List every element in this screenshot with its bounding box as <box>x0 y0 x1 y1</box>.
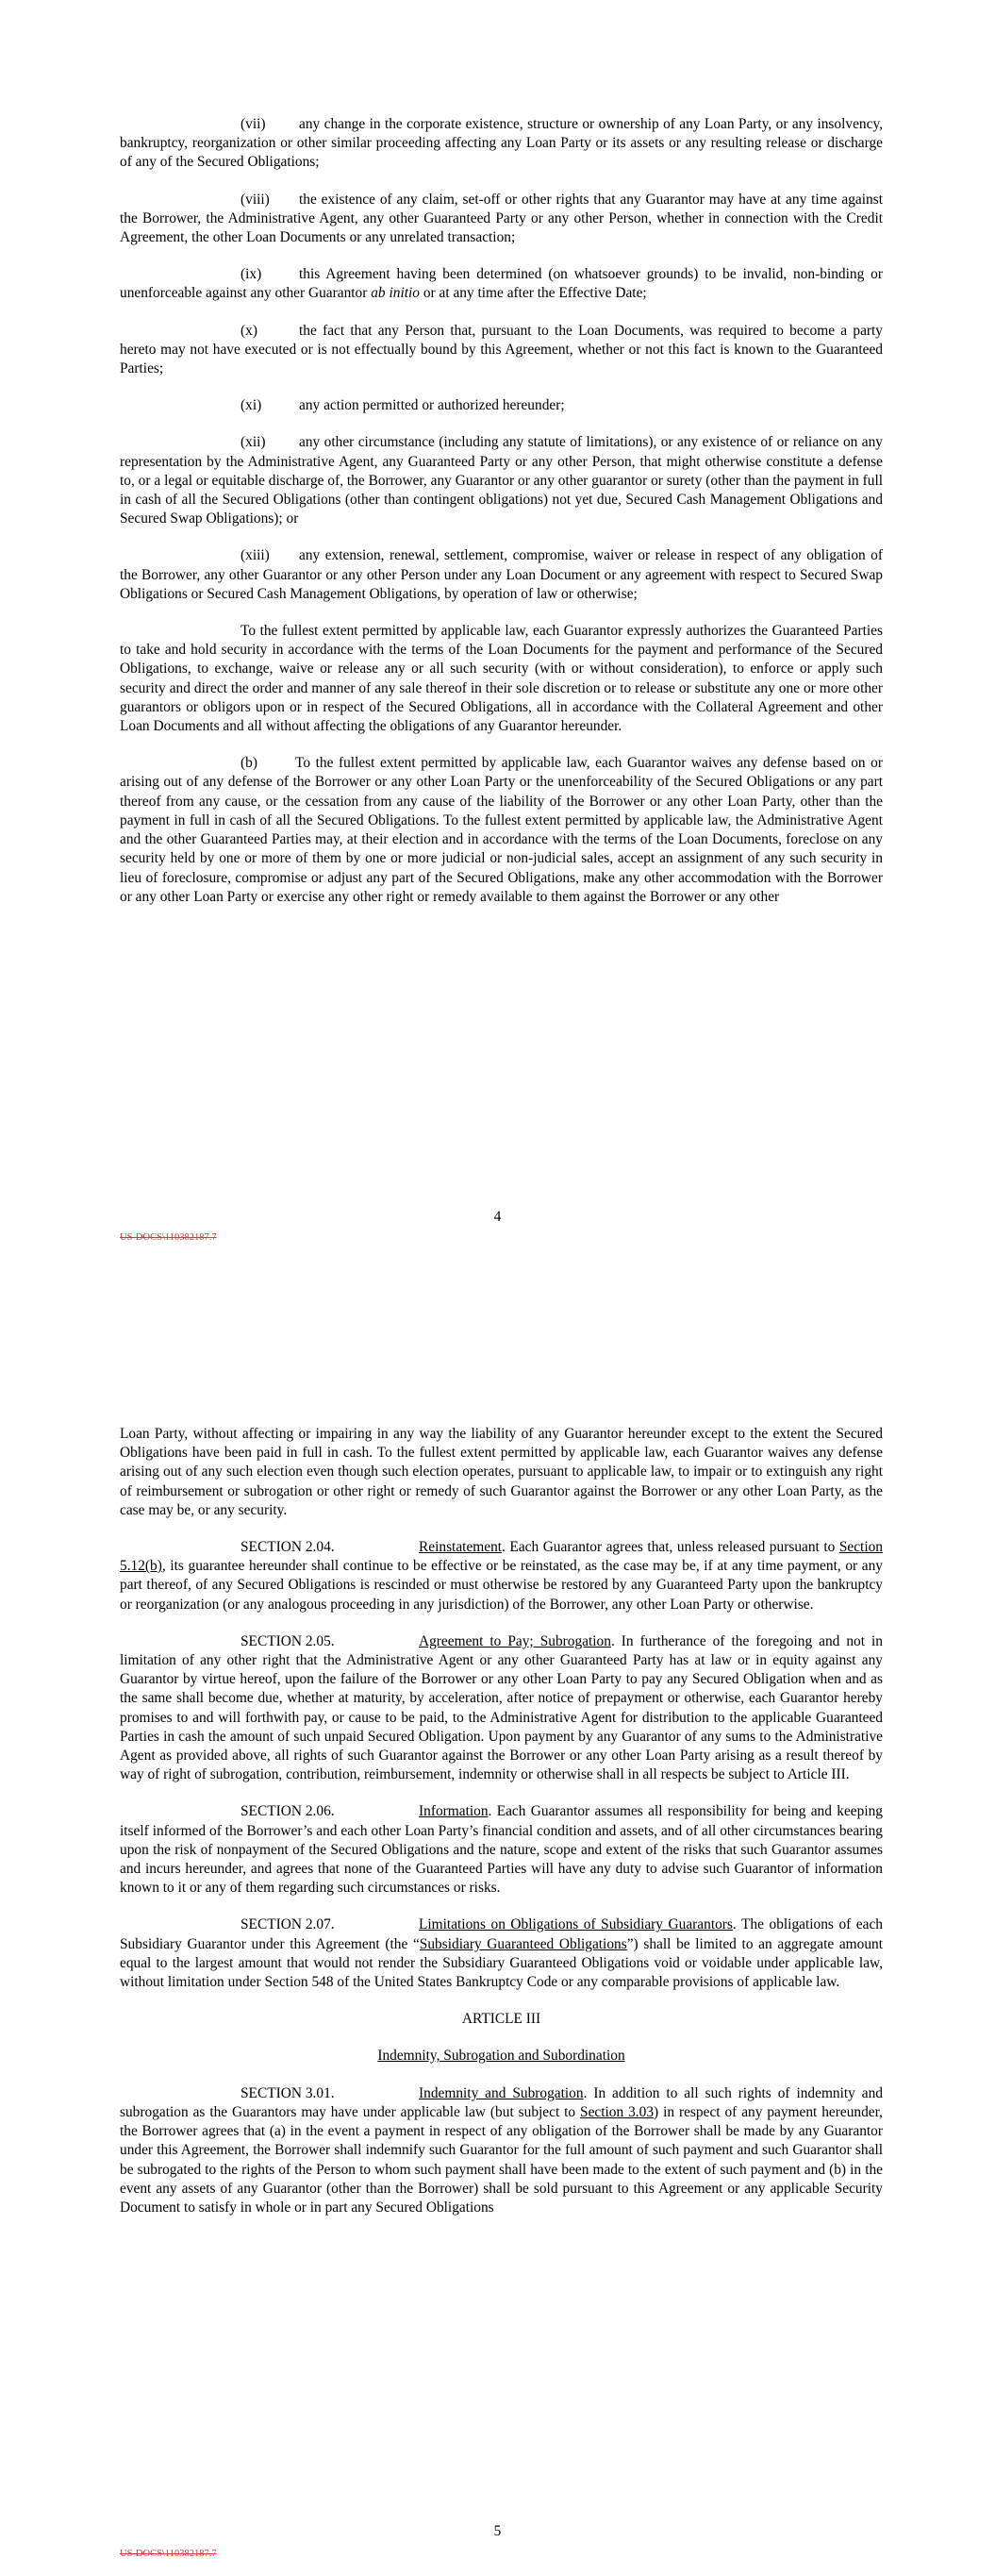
paragraph-text: To the fullest extent permitted by applicable law, each Guarantor waives any defense based on or arising out of any defense of the Borrower or any other Loan Party or the unenforceability of the Secured Obligations or any part thereof from any cause, or the cessation from any cause of the liability of the Borrower or any other Loan Party, other than the payment in full in cash of all the Secured Obligations. To the fullest extent permitted by applicable law, the Administrative Agent and the other Guaranteed Parties may, at their election and in accordance with the terms of the Loan Documents, foreclose on any security held by one or more of them by one or more judicial or non-judicial sales, accept an assignment of any such security in lieu of foreclosure, compromise or adjust any part of the Secured Obligations, make any other accommodation with the Borrower or any other Loan Party or exercise any other right or remedy available to them against the Borrower or any other <box>120 755 883 905</box>
clause-text: this Agreement having been determined (on whatsoever grounds) to be invalid, non-binding or unenforceable against any other Guarantor <box>120 266 883 302</box>
section-3-01 <box>120 2084 883 2217</box>
section-reference: Section 3.03 <box>580 2103 655 2120</box>
clause-number: (vii) <box>240 116 266 132</box>
section-title: Indemnity and Subrogation <box>419 2084 584 2101</box>
page-5 <box>0 1340 995 2576</box>
clause-number: (viii) <box>240 191 270 208</box>
section-label: SECTION 2.05. <box>240 1632 335 1649</box>
clause-text: the existence of any claim, set-off or other rights that any Guarantor may <box>299 191 735 208</box>
section-label: SECTION 2.06. <box>240 1803 335 1820</box>
clause-text: any other circumstance (including any statute of limitations), or any existence of or reliance on any representation by the Administrative Agent, any Guaranteed Party or any other Person, that might otherwise constitute a defense to, or a legal or equitable discharge of, the Borrower, any Guarantor or any other guarantor or surety (other than the payment in full in cash of all the Secured Obligations (other than contingent obligations) not yet due, Secured Cash Management Obligations and Secured Swap Obligations); or <box>120 434 883 527</box>
section-label: SECTION 2.04. <box>240 1539 335 1556</box>
section-2-07 <box>120 1915 883 1992</box>
clause-text: any extension, renewal, settlement, compromise, waiver or release in respect of any obligation of the Borrower, any other Guarantor or any other Person under any Loan Document or any agreement with respect to Secured Swap Obligations or Secured Cash Management Obligations, by operation of law or otherwise; <box>120 547 883 602</box>
clause-ix <box>120 265 883 303</box>
section-text-cont: ”) shall be limited to an aggregate amount equal to the largest amount that would not render the Subsidiary Guaranteed Obligations void or voidable under applicable law, without limitation under Section 548 of the United States Bankruptcy Code or any comparable provisions of applicable law. <box>120 1935 884 1991</box>
clause-x <box>120 322 883 379</box>
clause-number: (x) <box>240 322 257 339</box>
section-title: Information <box>419 1803 489 1820</box>
clause-xi <box>120 396 883 415</box>
clause-text: any change in the corporate existence, structure or ownership of any <box>299 116 701 132</box>
clause-xii <box>120 433 883 528</box>
section-2-06 <box>120 1802 883 1898</box>
section-reference: Section 5.12(b) <box>120 1539 883 1575</box>
document-id: US-DOCS\110382187.7 <box>120 1232 217 1243</box>
clause-text-cont: or at any time after the Effective Date; <box>419 285 647 302</box>
clause-vii <box>120 115 883 173</box>
clause-text: any action permitted or authorized hereunder; <box>299 397 565 414</box>
section-title: Reinstatement <box>419 1539 503 1556</box>
clause-text-cont: Loan Party, or any insolvency, bankruptcy, reorganization or other similar proceeding affecting any Loan Party or its assets or any resulting release or discharge of any of the Secured Obligations; <box>120 116 883 171</box>
clause-text: the fact that any Person that, pursuant to the Loan Documents, was required to become a party hereto may not have executed or is not effectually bound by this Agreement, whether or not this fact is known to the Guaranteed Parties; <box>120 322 883 377</box>
article-heading: ARTICLE III <box>461 2011 541 2028</box>
section-text: . Each Guarantor assumes all responsibility for being and keeping itself informed of the Borrower’s and each other Loan Party’s financial condition and assets, and of all other circumstances bearing upon the risk of nonpayment of the Secured Obligations and the nature, scope and extent of the risks that such Guarantor assumes and incurs hereunder, and agrees that none of the Guaranteed Parties will have any duty to advise such Guarantor of information known to it or any of them regarding such circumstances or risks. <box>120 1803 883 1897</box>
section-text: . Each Guarantor agrees that, unless released pursuant to <box>502 1539 839 1556</box>
paragraph-number: (b) <box>240 755 257 772</box>
section-text: . In furtherance of the foregoing and not in limitation of any other right that the Administrative Agent or any other Guaranteed Party has at law or in equity against any Guarantor by virtue hereof, upon the failure of the Borrower or any other Loan Party to pay any Secured Obligation when and as the same shall become due, whether at maturity, by acceleration, after notice of prepayment or otherwise, each Guarantor hereby promises to and will forthwith pay, or cause to be paid, to the Administrative Agent for distribution to the applicable Guaranteed Parties in cash the amount of such unpaid Secured Obligation. Upon payment by any Guarantor of any sums to the Administrative Agent as provided above, all rights of such Guarantor against the Borrower or any other Loan Party arising as a result thereof by way of right of subrogation, contribution, reimbursement, indemnity or otherwise shall in all respects be subject to Article III. <box>120 1632 883 1783</box>
clause-number: (xi) <box>240 397 262 414</box>
clause-number: (xiii) <box>240 547 270 564</box>
clause-number: (ix) <box>240 266 262 283</box>
page-4-body <box>120 115 883 925</box>
section-title: Agreement to Pay; Subrogation <box>419 1632 611 1649</box>
section-2-04 <box>120 1538 883 1614</box>
paragraph-security: To the fullest extent permitted by applicable law, each Guarantor expressly authorizes the Guaranteed Parties to take and hold security in accordance with the terms of the Loan Documents for the payment and performance of the Secured Obligations, to exchange, waive or release any or all such security (with or without consideration), to enforce or apply such security and direct the order and manner of any sale thereof in their sole discretion or to release or substitute any one or more other guarantors or obligors upon or in respect of the Secured Obligations, all in accordance with the Collateral Agreement and other Loan Documents and all without affecting the obligations of any Guarantor hereunder. <box>120 623 883 735</box>
section-2-05 <box>120 1632 883 1785</box>
page-number: 5 <box>493 2523 502 2539</box>
section-text-cont: , its guarantee hereunder shall continue to be effective or be reinstated, as the case may be, if at any time payment, or any part thereof, of any Secured Obligations is rescinded or must otherwise be restored by any Guaranteed Party upon the bankruptcy or reorganization (or any analogous proceeding in any jurisdiction) of the Borrower, any other Loan Party or otherwise. <box>120 1558 883 1613</box>
italic-term: ab initio <box>371 285 420 302</box>
page-number: 4 <box>493 1209 502 1225</box>
clause-xiii <box>120 546 883 604</box>
section-text-cont: ) in respect of any payment hereunder, the Borrower agrees that (a) in the event a payment in respect of any obligation of the Borrower shall be made by any Guarantor under this Agreement, the Borrower shall indemnify such Guarantor for the full amount of such payment and such Guarantor shall be subrogated to the rights of the Person to whom such payment shall have been made to the extent of such payment and (b) in the event any assets of any Guarantor (other than the Borrower) shall be sold pursuant to this Agreement or any applicable Security Document to satisfy in whole or in part any Secured Obligations <box>120 2103 883 2216</box>
paragraph-b <box>120 754 883 907</box>
document-id: US-DOCS\110382187.7 <box>120 2549 217 2559</box>
article-title <box>120 2047 883 2066</box>
article-title-text: Indemnity, Subrogation and Subordination <box>377 2048 625 2065</box>
page-5-body <box>120 1425 883 2235</box>
section-label: SECTION 3.01. <box>240 2084 335 2101</box>
section-text: . The obligations of each Subsidiary Guarantor under this Agreement (the “ <box>120 1916 883 1952</box>
defined-term: Subsidiary Guaranteed Obligations <box>419 1935 627 1952</box>
paragraph-continuation: Loan Party, without affecting or impairing in any way the liability of any Guarantor hereunder except to the extent the Secured Obligations have been paid in full in cash. To the fullest extent permitted by applicable law, each Guarantor waives any defense arising out of any such election even though such election operates, pursuant to applicable law, to impair or to extinguish any right of reimbursement or subrogation or other right or remedy of such Guarantor against the Borrower or any other Loan Party, as the case may be, or any security. <box>120 1426 883 1518</box>
section-text: . In addition to all such rights of indemnity and subrogation as the Guarantors may have under applicable law (but subject to <box>120 2084 883 2120</box>
clause-number: (xii) <box>240 434 266 451</box>
section-label: SECTION 2.07. <box>240 1916 335 1933</box>
clause-viii <box>120 191 883 248</box>
section-title: Limitations on Obligations of Subsidiary Guarantors <box>419 1916 733 1933</box>
clause-text-cont: have at any time against the Borrower, the Administrative Agent, any other Guaranteed Party or any other Person, whether in connection with the Credit Agreement, the other Loan Documents or any unrelated transaction; <box>120 191 883 246</box>
